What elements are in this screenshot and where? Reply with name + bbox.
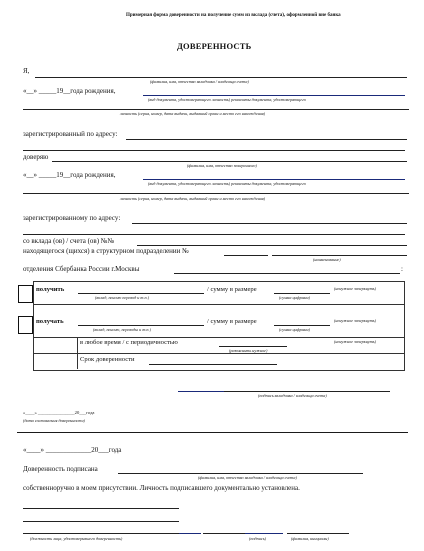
receive-regularly-type-line[interactable] [78,325,204,326]
attorney-document-line-2[interactable] [23,193,409,194]
branch-number-line[interactable] [224,255,268,256]
checkbox-receive-once[interactable] [18,285,33,303]
receive-regularly-label: получать [36,318,64,325]
attorney-trust-label: доверяю [23,153,49,161]
certifier-position-line-3[interactable] [23,533,179,534]
principal-address-label: зарегистрированный по адресу: [23,130,118,138]
branch-name-line[interactable] [272,255,407,256]
receive-regularly-strike-hint: (ненужное зачеркнуть) [334,318,376,323]
receive-regularly-type-hint: (вклад, пенсию, переводы и т.п.) [93,327,151,332]
receive-once-sum-hint: (сумма цифрами) [279,295,310,300]
principal-birth-line: «__» _____19__года рождения, [23,87,116,95]
power-of-attorney-form: Примерная форма доверенности на получение сумм из вклада (счета), оформленной вне банка ДОВЕРЕННОСТЬ Я, (фамилия, имя, отчество вкладчика / владельца счета) «__» _____19__года рождения, (вид документа, удостоверяющего личность) реквизиты документа, удостоверяющего личность (серия, номер, дата выдачи, выдавший орган и место его нахождения) зарегистрированный по адресу: доверяю (фамилия, имя, отчество поверенного) «__» _____19__года рождения, (вид документа, удостоверяющего личность) реквизиты документа, удостоверяющего личность (серия, номер, дата выдачи, выдавший орган и место его нахождения) зарегистрированному по адресу: со вклада (ов) / счета (ов) №№ находящегося (щихся) в структурном подразделении № (наименование) отделения Сбербанка России г.Москвы : получить / сумму в размере (вклад, пенсию перевод и т.п.) (сумма цифрами) (ненужное зачеркнуть) получать / сумму в размере (вклад, пенсию, переводы и т.п.) (сумма цифрами) (ненужное зачеркнуть) в любое время / с периодичностью (разъяснить нужное) (ненужное зачеркнуть) Срок доверенности (подпись вкладчика / владельца счета) «____» ________________20___года (дата составления доверенности) «____» _____________20___года Доверенность подписана (фамилия, имя, отчество вкладчика / владельца счета) собственноручно в моем присутствии. Личность подписавшего документально установлена. (должность лица, удостоверившего доверенность) (подпись) (фамилия, инициалы) [0,0,424,551]
receive-once-sum-line[interactable] [274,293,330,294]
attorney-address-line-2[interactable] [23,234,405,235]
principal-date-hint: (дата составления доверенности) [23,418,85,423]
attorney-address-line[interactable] [132,223,407,224]
signed-name-hint: (фамилия, имя, отчество вкладчика / владельца счета) [198,475,297,480]
principal-name-line[interactable] [35,77,407,78]
signed-label: Доверенность подписана [23,465,98,473]
attorney-name-hint: (фамилия, имя, отчество поверенного) [187,163,257,168]
principal-document-hint: (вид документа, удостоверяющего личность) реквизиты документа, удостоверяющего [148,97,306,102]
section-divider [17,432,408,433]
principal-document-hint-2: личность (серия, номер, дата выдачи, выдавший орган и место его нахождения) [120,111,266,116]
checkbox-receive-regularly[interactable] [18,316,33,334]
validity-label: Срок доверенности [80,356,135,363]
signed-name-line[interactable] [118,473,363,474]
receive-once-strike-hint: (ненужное зачеркнуть) [334,286,376,291]
receive-once-label: получить [36,286,65,293]
receive-regularly-sum-hint: (сумма цифрами) [279,327,310,332]
certifier-sign-line[interactable] [203,533,245,534]
branch-label: находящегося (щихся) в структурном подразделении № [23,247,189,255]
account-numbers-label: со вклада (ов) / счета (ов) №№ [23,237,115,245]
branch-name-hint: (наименование) [313,257,341,262]
form-header: Примерная форма доверенности на получение сумм из вклада (счета), оформленной вне банка [126,13,341,18]
principal-name-hint: (фамилия, имя, отчество вкладчика / владельца счета) [150,79,249,84]
principal-signature-hint: (подпись вкладчика / владельца счета) [258,393,327,398]
periodicity-label: в любое время / с периодичностью [80,339,178,346]
attorney-document-hint: (вид документа, удостоверяющего личность) реквизиты документа, удостоверяющего [148,181,306,186]
receive-once-sum-label: / сумму в размере [207,286,257,293]
periodicity-hint: (разъяснить нужное) [229,348,268,353]
principal-address-line-2[interactable] [23,150,405,151]
certifier-initials-line[interactable] [287,533,349,534]
principal-date-line[interactable]: «____» ________________20___года [23,410,95,415]
attorney-document-hint-2: личность (серия, номер, дата выдачи, выдавший орган и место его нахождения) [120,196,266,201]
certifier-initials-hint: (фамилия, инициалы) [291,536,329,541]
principal-address-line[interactable] [126,139,407,140]
department-line[interactable] [174,273,400,274]
certifier-position-line[interactable] [23,508,179,509]
document-title: ДОВЕРЕННОСТЬ [177,41,252,51]
department-label: отделения Сбербанка России г.Москвы [23,265,140,273]
principal-document-line[interactable] [143,95,405,96]
receive-once-type-hint: (вклад, пенсию перевод и т.п.) [95,295,150,300]
attorney-document-line[interactable] [143,179,405,180]
receive-regularly-sum-label: / сумму в размере [207,318,257,325]
attorney-name-line[interactable] [52,161,407,162]
certifier-position-hint: (должность лица, удостоверившего доверенность) [30,536,123,541]
attorney-address-label: зарегистрированному по адресу: [23,214,121,222]
principal-signature-line[interactable] [224,391,390,392]
certifier-position-line-2[interactable] [23,521,179,522]
certifier-sign-hint: (подпись) [249,536,266,541]
periodicity-strike-hint: (ненужное зачеркнуть) [334,339,376,344]
certification-statement: собственноручно в моем присутствии. Личность подписавшего документально установлена. [23,484,300,492]
receive-regularly-sum-line[interactable] [274,325,330,326]
certification-date-line[interactable]: «____» _____________20___года [23,446,122,454]
principal-prefix: Я, [23,67,30,75]
validity-line[interactable] [149,364,277,365]
account-numbers-line[interactable] [137,245,407,246]
periodicity-line[interactable] [219,346,287,347]
principal-document-line-2[interactable] [23,109,409,110]
receive-once-type-line[interactable] [78,293,204,294]
attorney-birth-line: «__» _____19__года рождения, [23,171,116,179]
